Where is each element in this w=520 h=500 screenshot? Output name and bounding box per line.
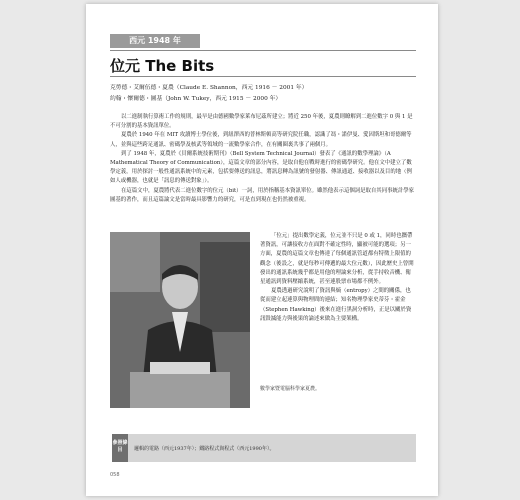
article-body: [110, 113, 416, 205]
top-rule: [110, 50, 416, 51]
paragraph: 以二進制執行算術工作的規則，最早是由德國數學家萊布尼茲所建立；將近 250 年後，夏農則瞭解到二進位數字 0 與 1 是不可分割的基本資訊單位。: [110, 114, 413, 130]
page-title: 位元 The Bits: [110, 57, 215, 75]
title-rule: [110, 76, 416, 77]
byline-tukey: 約翰・懷爾德・圖基（John W. Tukey，西元 1915 － 2000 年）: [110, 96, 282, 102]
page-number: 058: [110, 472, 120, 478]
related-entries-text: 邏輯的電路（西元1937年）；鐵路程式與程式（西元1990年）。: [134, 446, 275, 452]
wrapped-text: [260, 232, 416, 324]
year-tab: 西元 1948 年: [110, 34, 200, 48]
shannon-photo: [110, 232, 250, 408]
paragraph: 「位元」提出數學定義，位元並不只是 0 或 1，同時也攜帶著資訊，可讓接收方在面對不確定性時，顯被可能的選項；另一方面，夏農的這篇文章也傳達了每個通訊管道都有特徵上限值的觀念（後設之，就是每秒可傳遞的最大位元數），因此歷史上曾開發出的通訊系統幾乎都是用他的理論來分析，從手持收音機、衛星通訊到資料壓縮系統，甚至連股票市場都不例外。: [260, 233, 414, 286]
related-entries-tab: 參照條目: [112, 434, 128, 462]
photo-caption: 數學家暨電腦科學家夏農。: [260, 386, 321, 392]
paragraph: 到了 1948 年，夏農於《貝爾系統技術期刊》（Bell System Technical Journal）發表了《通訊的數學理論》（A Mathematical Theory of Communication），這篇文章的部分內容，是取自他在戰時進行的密碼學研究。他在文中建立了數學定義，用於探討一般性通訊系統中的元素，包括要傳送的訊息，將訊息轉為訊號的發射器、傳訊通道、接收器以及目的地（例如人或機器，也就是「訊息的傳送對象」）。: [110, 150, 412, 185]
paragraph: 夏農透過研究說明了資訊與熵（entropy）之間的關係，也從而建立起連算與物理間的連結；知名物理學家史蒂芬・霍金（Stephen Hawking）後來在進行黑洞分析時，正是以關於資訊毀滅能力與後果的論述來做為主要架構。: [260, 288, 412, 322]
byline-shannon: 克勞德・艾爾伍德・夏農（Claude E. Shannon，西元 1916 － 2001 年）: [110, 85, 308, 91]
paragraph: 夏農於 1940 年在 MIT 攻讀博士學位後，到紐澤西的普林斯頓高等研究院任職，認識了馮・諾伊曼、愛因斯坦和哥德爾等人，並與這些跨足通訊、密碼學及核武等領域的一流數學家合作，在有關圈裏共事了兩個月。: [110, 132, 412, 148]
paragraph: 在這篇文中，夏農將代表二進位數字的位元（bit）一詞，用於指稱基本資訊單位。雖然他表示這個詞是取自其同事統計學家圖基的著作，而且這篇論文是當時最具影響力的研究，可是直到現在也仍然被重視。: [110, 187, 415, 203]
